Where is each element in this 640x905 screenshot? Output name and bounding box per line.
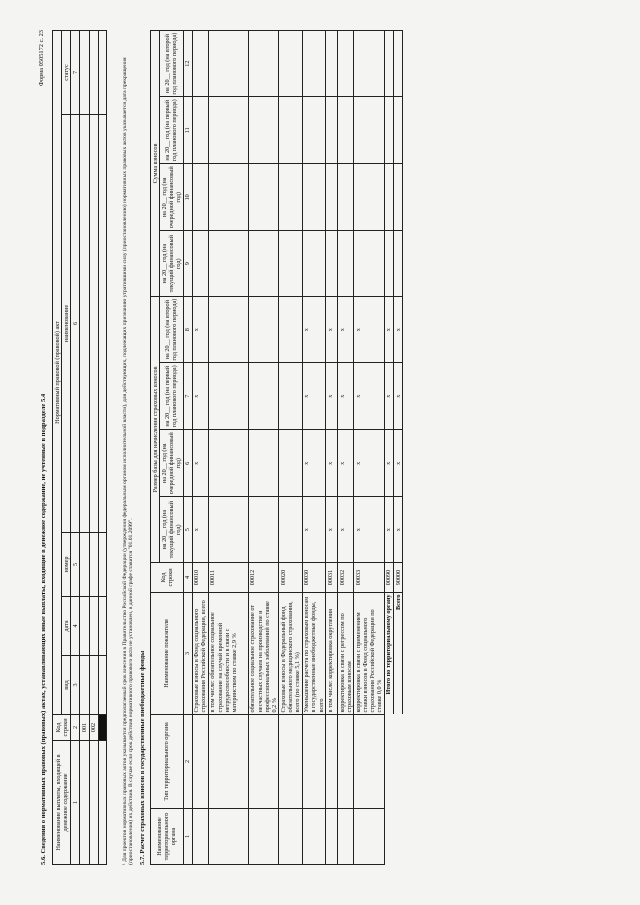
col-num: 7 bbox=[71, 31, 80, 115]
x-mark: x bbox=[326, 363, 338, 430]
table-row bbox=[384, 31, 393, 865]
x-mark: x bbox=[384, 363, 393, 430]
cell bbox=[354, 715, 385, 809]
cell bbox=[208, 297, 248, 363]
line-code: 00011 bbox=[208, 563, 248, 593]
footnote: ¹ Для проектов нормативных правовых актов указывается предполагаемый срок внесения в Правительство Российской Федерации (утверждения федеральным органом исполнительной власти), для действующих, подлежащих признанию утратившими силу (приостановлению) нормативных правовых актов указывается дата прекращения (приостановления) их действия. В случае если срок действия нормативного правового акта не установлен, в данной графе ставится "01.01.2099". bbox=[122, 57, 135, 865]
cell bbox=[354, 809, 385, 865]
col-num: 7 bbox=[183, 363, 192, 430]
th-year: на 20__ год (на очередной финансовый год) bbox=[160, 164, 183, 231]
th-year: на 20__ год (на текущий финансовый год) bbox=[160, 497, 183, 563]
x-mark: x bbox=[192, 363, 208, 430]
x-mark: x bbox=[302, 430, 325, 497]
th-number: номер bbox=[62, 533, 71, 597]
cell bbox=[302, 97, 325, 164]
th-territorial-type: Тип территориального органа bbox=[151, 715, 184, 809]
col-num: 10 bbox=[183, 164, 192, 231]
col-num: 1 bbox=[183, 809, 192, 865]
cell bbox=[326, 231, 338, 297]
th-act: Нормативный правовой (правовой) акт bbox=[53, 31, 62, 715]
th-year: на 20__ год (на первый год планового периода) bbox=[160, 363, 183, 430]
x-mark: x bbox=[354, 497, 385, 563]
cell bbox=[208, 164, 248, 231]
line-code: 00030 bbox=[302, 563, 325, 593]
th-status: статус bbox=[62, 31, 71, 115]
cell bbox=[248, 164, 279, 231]
x-mark: x bbox=[326, 497, 338, 563]
table-5-6 bbox=[52, 30, 107, 865]
indicator-label: в том числе: корректировка округления bbox=[326, 593, 338, 715]
cell bbox=[354, 31, 385, 97]
cell bbox=[248, 297, 279, 363]
cell bbox=[326, 164, 338, 231]
cell bbox=[279, 497, 302, 563]
cell bbox=[192, 809, 208, 865]
th-year: на 20__ год (на первый год планового периода) bbox=[160, 97, 183, 164]
cell bbox=[248, 809, 279, 865]
x-mark: x bbox=[338, 430, 354, 497]
x-mark: x bbox=[192, 497, 208, 563]
col-num: 1 bbox=[71, 741, 80, 865]
line-code: 00090 bbox=[384, 563, 393, 593]
cell bbox=[326, 97, 338, 164]
x-mark: x bbox=[302, 497, 325, 563]
th-line-code: Код строки bbox=[151, 563, 184, 593]
th-territorial-name: Наименование территориального органа bbox=[151, 809, 184, 865]
row-code: 001 bbox=[80, 715, 89, 741]
col-num: 3 bbox=[71, 656, 80, 715]
cell bbox=[394, 31, 403, 97]
indicator-label: Страховые взносы в Федеральный фонд обязательного медицинского страхования, всего (по ставке 5,1 %) bbox=[279, 593, 302, 715]
cell bbox=[248, 231, 279, 297]
table-row bbox=[354, 31, 385, 865]
th-year: на 20__ год (на второй год планового периода) bbox=[160, 297, 183, 363]
cell bbox=[248, 31, 279, 97]
line-code: 00010 bbox=[192, 563, 208, 593]
cell bbox=[279, 97, 302, 164]
cell bbox=[384, 715, 393, 809]
indicator-label: обязательное социальное страхование от несчастных случаев на производстве и профессиональных заболеваний по ставке 0,2 % bbox=[248, 593, 279, 715]
cell bbox=[279, 430, 302, 497]
th-year: на 20__ год (на второй год планового периода) bbox=[160, 31, 183, 97]
th-code: Код строки bbox=[53, 715, 71, 741]
col-num: 6 bbox=[71, 115, 80, 533]
cell bbox=[394, 97, 403, 164]
indicator-label: корректировка в связи с регрессом по страховым взносам bbox=[338, 593, 354, 715]
x-mark: x bbox=[338, 297, 354, 363]
cell bbox=[354, 231, 385, 297]
col-num: 4 bbox=[183, 563, 192, 593]
col-num: 3 bbox=[183, 593, 192, 715]
x-mark: x bbox=[394, 297, 403, 363]
x-mark: x bbox=[384, 497, 393, 563]
table-row bbox=[208, 31, 248, 865]
x-mark: x bbox=[338, 497, 354, 563]
cell bbox=[354, 97, 385, 164]
cell bbox=[192, 164, 208, 231]
cell bbox=[192, 97, 208, 164]
cell bbox=[338, 809, 354, 865]
x-mark: x bbox=[354, 297, 385, 363]
th-year: на 20__ год (на очередной финансовый год) bbox=[160, 430, 183, 497]
cell bbox=[208, 497, 248, 563]
line-code: 00031 bbox=[326, 563, 338, 593]
x-mark: x bbox=[338, 363, 354, 430]
th-date: дата bbox=[62, 597, 71, 656]
col-num: 8 bbox=[183, 297, 192, 363]
cell bbox=[394, 164, 403, 231]
cell bbox=[302, 715, 325, 809]
cell bbox=[208, 231, 248, 297]
th-year: на 20__ год (на текущий финансовый год) bbox=[160, 231, 183, 297]
x-mark: x bbox=[326, 430, 338, 497]
x-mark: x bbox=[384, 297, 393, 363]
x-mark: x bbox=[192, 297, 208, 363]
table-5-7 bbox=[150, 30, 403, 865]
col-num: 12 bbox=[183, 31, 192, 97]
table-row bbox=[192, 31, 208, 865]
cell bbox=[338, 164, 354, 231]
cell bbox=[338, 231, 354, 297]
cell bbox=[279, 363, 302, 430]
cell bbox=[279, 809, 302, 865]
th-act-name: наименование bbox=[62, 115, 71, 533]
cell bbox=[384, 231, 393, 297]
cell bbox=[326, 715, 338, 809]
col-num: 9 bbox=[183, 231, 192, 297]
cell bbox=[338, 97, 354, 164]
th-type: вид bbox=[62, 656, 71, 715]
line-code: 00012 bbox=[248, 563, 279, 593]
col-num: 11 bbox=[183, 97, 192, 164]
x-mark: x bbox=[326, 297, 338, 363]
line-code: 00033 bbox=[354, 563, 385, 593]
x-mark: x bbox=[302, 297, 325, 363]
table-row bbox=[326, 31, 338, 865]
cell bbox=[394, 809, 403, 865]
indicator-label: Страховые взносы в Фонд социального страхования Российской Федерации, всего bbox=[192, 593, 208, 715]
cell bbox=[384, 31, 393, 97]
line-code: 00020 bbox=[279, 563, 302, 593]
cell bbox=[208, 715, 248, 809]
cell bbox=[192, 715, 208, 809]
cell bbox=[208, 363, 248, 430]
indicator-label: в том числе: обязательное социальное страхование на случай временной нетрудоспособности и в связи с материнством по ставке 2,9 % bbox=[208, 593, 248, 715]
x-mark: x bbox=[384, 430, 393, 497]
indicator-label: корректировка в связи с применением ставки взносов в Фонд социального страхования Российской Федерации по ставке 0,0 % bbox=[354, 593, 385, 715]
cell bbox=[192, 31, 208, 97]
cell bbox=[384, 809, 393, 865]
cell bbox=[248, 430, 279, 497]
cell bbox=[279, 297, 302, 363]
x-mark: x bbox=[354, 363, 385, 430]
cell bbox=[279, 231, 302, 297]
cell bbox=[208, 430, 248, 497]
cell bbox=[394, 715, 403, 809]
indicator-label: Уменьшение расчета по страховым взносам в государственные внебюджетные фонды, всего bbox=[302, 593, 325, 715]
indicator-label: Итого по территориальному органу bbox=[384, 593, 393, 715]
indicator-label: Всего bbox=[394, 593, 403, 715]
cell bbox=[384, 97, 393, 164]
row-code: 002 bbox=[89, 715, 98, 741]
cell bbox=[354, 164, 385, 231]
cell bbox=[208, 31, 248, 97]
section-5-6-title: 5.6. Сведения о нормативных правовых (правовых) актах, устанавливающих иные выплаты, входящие в денежное содержание, не учтенные в подразделе 5.4 bbox=[40, 393, 47, 865]
x-mark: x bbox=[394, 497, 403, 563]
cell bbox=[208, 809, 248, 865]
th-base: Размер базы для начисления страховых взносов bbox=[151, 297, 160, 563]
cell bbox=[208, 97, 248, 164]
cell bbox=[302, 231, 325, 297]
table-row bbox=[302, 31, 325, 865]
line-code: 90000 bbox=[394, 563, 403, 593]
col-num: 2 bbox=[183, 715, 192, 809]
table-row bbox=[394, 31, 403, 865]
x-mark: x bbox=[394, 363, 403, 430]
col-num: 2 bbox=[71, 715, 80, 741]
cell bbox=[302, 31, 325, 97]
cell bbox=[80, 741, 89, 865]
cell bbox=[326, 809, 338, 865]
col-num: 5 bbox=[71, 533, 80, 597]
cell bbox=[279, 31, 302, 97]
cell bbox=[338, 715, 354, 809]
cell bbox=[384, 164, 393, 231]
cell bbox=[89, 741, 98, 865]
col-num: 6 bbox=[183, 430, 192, 497]
cell bbox=[326, 31, 338, 97]
x-mark: x bbox=[302, 363, 325, 430]
x-mark: x bbox=[192, 430, 208, 497]
x-mark: x bbox=[394, 430, 403, 497]
line-code: 00032 bbox=[338, 563, 354, 593]
cell bbox=[279, 164, 302, 231]
rotated-form bbox=[38, 30, 508, 865]
table-row bbox=[279, 31, 302, 865]
table-row bbox=[338, 31, 354, 865]
cell bbox=[394, 231, 403, 297]
th-indicator: Наименование показателя bbox=[151, 593, 184, 715]
cell bbox=[302, 164, 325, 231]
x-mark: x bbox=[354, 430, 385, 497]
cell bbox=[248, 363, 279, 430]
th-payment-name: Наименование выплаты, входящей в денежное содержание bbox=[53, 741, 71, 865]
cell bbox=[279, 715, 302, 809]
cell bbox=[248, 97, 279, 164]
cell bbox=[338, 31, 354, 97]
cell bbox=[248, 715, 279, 809]
cell bbox=[192, 231, 208, 297]
section-5-7-title: 5.7. Расчет страховых взносов в государственные внебюджетные фонды bbox=[139, 650, 146, 865]
th-sum: Сумма взносов bbox=[151, 31, 160, 297]
cell bbox=[248, 497, 279, 563]
col-num: 4 bbox=[71, 597, 80, 656]
form-reference: Форма 0505172 с. 23 bbox=[38, 30, 45, 87]
table-row bbox=[248, 31, 279, 865]
cell bbox=[302, 809, 325, 865]
col-num: 5 bbox=[183, 497, 192, 563]
